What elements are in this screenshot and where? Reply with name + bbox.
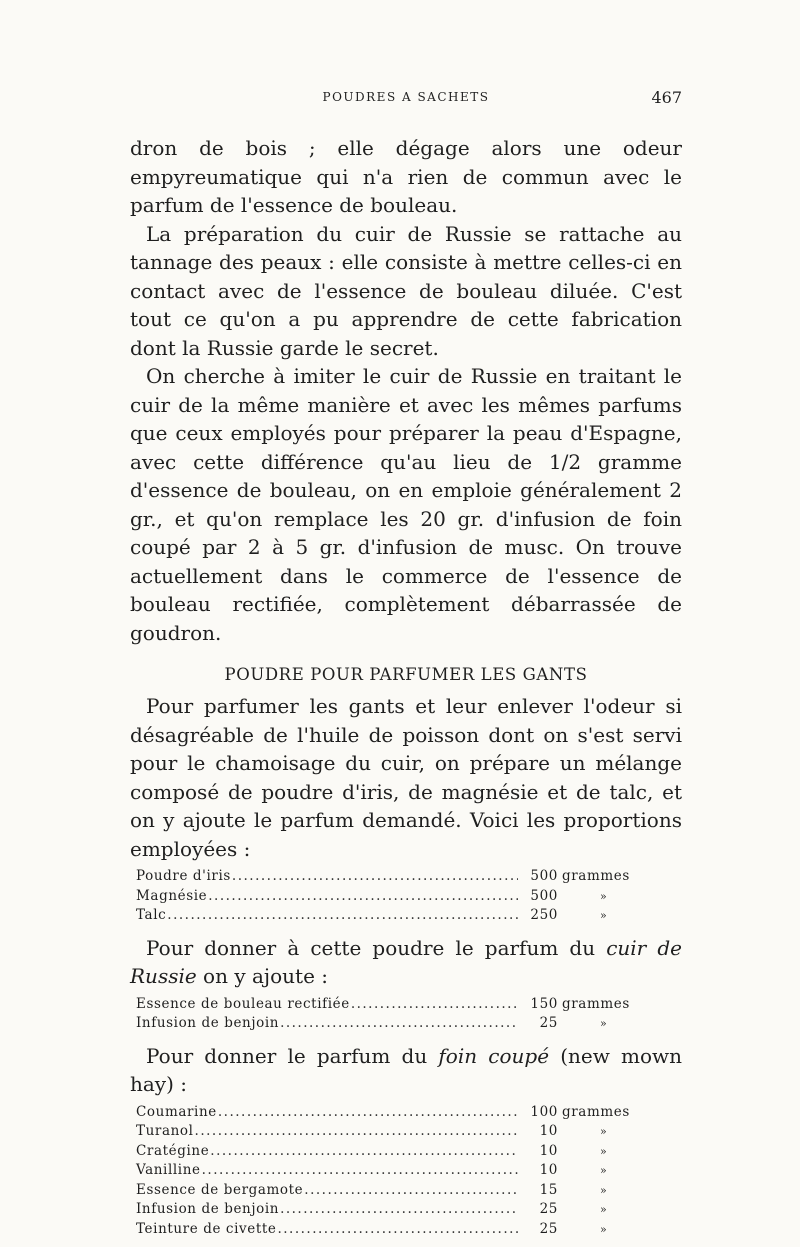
dot-leader	[280, 1014, 518, 1034]
ingredient-name: Poudre d'iris	[136, 868, 231, 884]
recipe-row	[136, 887, 658, 907]
ingredient-quantity: 25	[539, 1015, 558, 1031]
recipe-base-powder	[136, 867, 658, 926]
paragraph-russie-perfume	[130, 934, 682, 991]
ingredient-quantity: 15	[539, 1181, 558, 1198]
ingredient-quantity: 100	[530, 1103, 558, 1120]
text-run: Pour donner à cette poudre le parfum du	[146, 935, 607, 960]
dot-leader	[232, 867, 518, 887]
ditto-mark: »	[600, 1144, 608, 1158]
recipe-row	[136, 867, 658, 887]
ingredient-name: Infusion de benjoin	[136, 1201, 280, 1217]
recipe-row	[136, 995, 658, 1015]
paragraph-foin-perfume	[130, 1042, 682, 1099]
dot-leader	[277, 1220, 518, 1240]
dot-leader	[167, 906, 518, 926]
recipe-cuir-russie	[136, 995, 658, 1034]
recipe-row	[136, 1014, 658, 1034]
ingredient-quantity: 250	[530, 907, 558, 923]
dot-leader	[208, 887, 518, 907]
dot-leader	[304, 1181, 518, 1201]
ditto-mark: »	[600, 1125, 608, 1138]
text-run: on y ajoute :	[196, 964, 329, 988]
ditto-mark: »	[600, 889, 608, 903]
paragraph-continuation: dron de bois ; elle dégage alors une odeur empyreumatique qui n'a rien de commun avec le parfum de l'essence de bouleau.	[130, 136, 682, 217]
dot-leader	[202, 1161, 518, 1181]
paragraph-gants-intro: Pour parfumer les gants et leur enlever l'odeur si désagréable de l'huile de poisson dont on s'est servi pour le chamoisage du cuir, on prépare un mélange composé de poudre d'iris, de magnésie et de talc, et on y ajoute le parfum demandé. Voici les proportions employées :	[130, 694, 682, 861]
dot-leader	[210, 1142, 518, 1162]
page-number: 467	[651, 88, 682, 107]
ingredient-quantity: 10	[539, 1142, 558, 1159]
text-run: Pour donner le parfum du	[146, 1043, 439, 1068]
ingredient-name: Vanilline	[136, 1162, 201, 1178]
ingredient-name: Magnésie	[136, 887, 208, 904]
ingredient-quantity: 25	[539, 1201, 558, 1217]
recipe-row	[136, 1161, 658, 1181]
recipe-row	[136, 1142, 658, 1162]
recipe-row	[136, 1103, 658, 1123]
ditto-mark: »	[600, 1222, 608, 1236]
ingredient-quantity: 25	[539, 1220, 558, 1237]
ingredient-name: Turanol	[136, 1123, 194, 1139]
ingredient-name: Infusion de benjoin	[136, 1015, 280, 1031]
ditto-mark: »	[600, 1183, 608, 1197]
recipe-foin-coupe	[136, 1103, 658, 1240]
recipe-row	[136, 1220, 658, 1240]
italic-term: cuir de Russie	[130, 935, 682, 988]
ditto-mark: »	[600, 909, 608, 922]
ingredient-name: Essence de bouleau rectifiée	[136, 995, 350, 1012]
ingredient-name: Talc	[136, 907, 167, 923]
dot-leader	[351, 995, 518, 1015]
ingredient-name: Coumarine	[136, 1103, 217, 1120]
section-title: POUDRE POUR PARFUMER LES GANTS	[224, 665, 588, 684]
ingredient-quantity: 150	[530, 995, 558, 1012]
ingredient-unit: grammes	[562, 1103, 630, 1120]
recipe-row	[136, 1181, 658, 1201]
ingredient-quantity: 10	[539, 1123, 558, 1139]
paragraph-imitation: On cherche à imiter le cuir de Russie en traitant le cuir de la même manière et avec les mêmes parfums que ceux employés pour préparer la peau d'Espagne, avec cette différence qu'au lieu de 1/2 gramme d'essence de bouleau, on en emploie généralement 2 gr., et qu'on remplace les 20 gr. d'infusion de foin coupé par 2 à 5 gr. d'infusion de musc. On trouve actuellement dans le commerce de l'essence de bouleau rectifiée, complètement débarrassée de goudron.	[130, 364, 682, 645]
dot-leader	[195, 1122, 518, 1142]
recipe-row	[136, 906, 658, 926]
page-body	[130, 134, 682, 1247]
ingredient-quantity: 500	[530, 887, 558, 904]
recipe-row	[136, 1122, 658, 1142]
ingredient-quantity: 10	[539, 1162, 558, 1178]
ingredient-unit: grammes	[562, 995, 630, 1012]
ingredient-name: Cratégine	[136, 1142, 210, 1159]
ingredient-quantity: 500	[530, 868, 558, 884]
ditto-mark: »	[600, 1164, 608, 1177]
dot-leader	[218, 1103, 518, 1123]
text-run: (new mown hay) :	[130, 1043, 683, 1096]
page-header	[130, 90, 682, 114]
ditto-mark: »	[600, 1203, 608, 1216]
paragraph-cuir-russie: La préparation du cuir de Russie se rattache au tannage des peaux : elle consiste à mettre celles-ci en contact avec de l'essence de bouleau diluée. C'est tout ce qu'on a pu apprendre de cette fabrication dont la Russie garde le secret.	[130, 221, 682, 360]
ditto-mark: »	[600, 1017, 608, 1030]
ingredient-name: Teinture de civette	[136, 1220, 277, 1237]
ingredient-name: Essence de bergamote	[136, 1181, 304, 1198]
italic-term: foin coupé	[438, 1043, 550, 1068]
running-head: POUDRES A SACHETS	[322, 90, 490, 104]
ingredient-unit: grammes	[562, 868, 630, 884]
